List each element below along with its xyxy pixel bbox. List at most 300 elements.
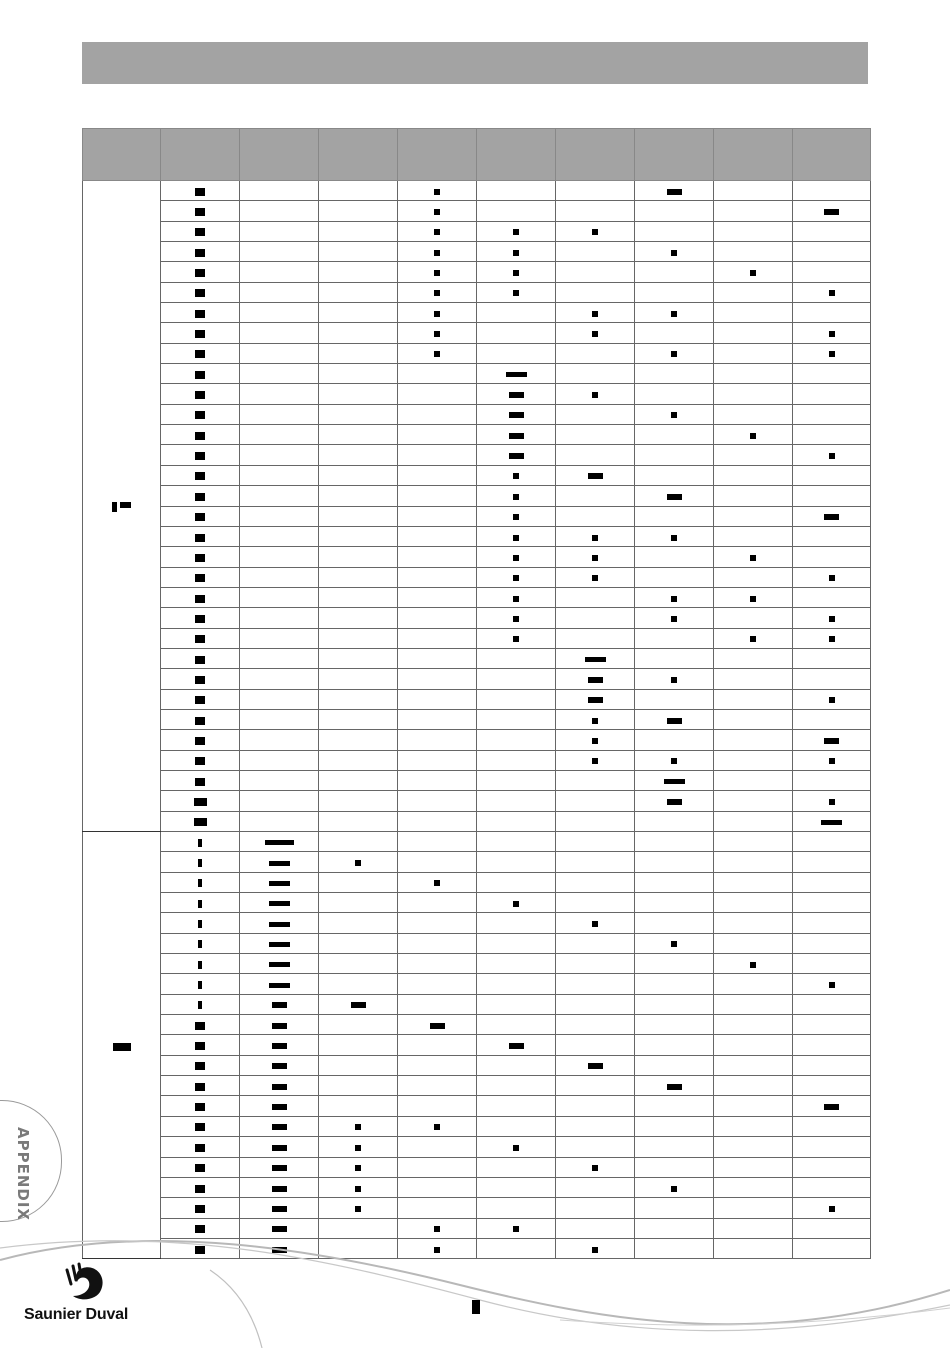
header-cell xyxy=(319,129,398,181)
table-cell xyxy=(556,1116,635,1136)
table-cell xyxy=(793,221,871,241)
cell-mark xyxy=(195,1123,205,1131)
table-cell xyxy=(240,547,319,567)
table-cell xyxy=(477,648,556,668)
table-cell xyxy=(714,181,793,201)
table-cell xyxy=(556,221,635,241)
table-cell xyxy=(319,1076,398,1096)
cell-mark xyxy=(671,758,677,764)
table-body xyxy=(83,181,871,1259)
table-cell xyxy=(161,974,240,994)
table-cell xyxy=(319,791,398,811)
cell-mark xyxy=(592,921,598,927)
cell-mark xyxy=(194,818,207,826)
table-cell xyxy=(398,181,477,201)
cell-mark xyxy=(195,574,205,582)
table-cell xyxy=(319,750,398,770)
cell-mark xyxy=(272,1165,287,1171)
table-cell xyxy=(635,1096,714,1116)
table-cell xyxy=(477,811,556,831)
cell-mark xyxy=(195,513,205,521)
table-cell xyxy=(635,913,714,933)
table-cell xyxy=(556,404,635,424)
table-cell xyxy=(793,954,871,974)
cell-mark xyxy=(667,1084,682,1090)
table-cell xyxy=(793,323,871,343)
fault-code-table xyxy=(82,128,871,1259)
table-cell xyxy=(714,526,793,546)
table-cell xyxy=(714,1137,793,1157)
table-row xyxy=(83,832,871,852)
table-cell xyxy=(556,872,635,892)
table-cell xyxy=(161,404,240,424)
table-cell xyxy=(556,547,635,567)
table-cell xyxy=(714,303,793,323)
cell-mark xyxy=(592,535,598,541)
table-cell xyxy=(635,465,714,485)
table-cell xyxy=(319,384,398,404)
cell-mark xyxy=(195,350,205,358)
table-cell xyxy=(714,465,793,485)
table-cell xyxy=(793,770,871,790)
cell-mark xyxy=(195,411,205,419)
table-cell xyxy=(556,832,635,852)
table-cell xyxy=(714,1015,793,1035)
cell-mark xyxy=(195,1042,205,1050)
table-cell xyxy=(793,1116,871,1136)
table-cell xyxy=(161,303,240,323)
table-cell xyxy=(714,791,793,811)
cell-mark xyxy=(509,412,524,418)
cell-mark xyxy=(513,596,519,602)
cell-mark xyxy=(195,737,205,745)
table-cell xyxy=(635,689,714,709)
table-cell xyxy=(477,384,556,404)
table-row xyxy=(83,242,871,262)
header-cell xyxy=(161,129,240,181)
table-cell xyxy=(714,648,793,668)
table-cell xyxy=(635,1076,714,1096)
table-row xyxy=(83,1137,871,1157)
cell-mark xyxy=(824,209,839,215)
cell-mark xyxy=(671,311,677,317)
table-cell xyxy=(556,1076,635,1096)
table-cell xyxy=(319,852,398,872)
table-cell xyxy=(319,648,398,668)
table-cell xyxy=(793,933,871,953)
table-row xyxy=(83,770,871,790)
table-cell xyxy=(635,608,714,628)
table-cell xyxy=(714,587,793,607)
table-cell xyxy=(477,770,556,790)
table-row xyxy=(83,628,871,648)
cell-mark xyxy=(198,900,202,908)
cell-mark xyxy=(195,208,205,216)
cell-mark xyxy=(355,860,361,866)
cell-mark xyxy=(272,1063,287,1069)
table-cell xyxy=(556,242,635,262)
table-row xyxy=(83,954,871,974)
cell-mark xyxy=(269,901,290,906)
table-cell xyxy=(556,811,635,831)
table-cell xyxy=(793,384,871,404)
table-cell xyxy=(398,872,477,892)
table-cell xyxy=(477,506,556,526)
cell-mark xyxy=(198,859,202,867)
table-cell xyxy=(477,669,556,689)
table-cell xyxy=(477,1157,556,1177)
table-cell xyxy=(793,994,871,1014)
table-cell xyxy=(161,628,240,648)
table-cell xyxy=(161,343,240,363)
table-cell xyxy=(398,242,477,262)
table-cell xyxy=(319,669,398,689)
table-cell xyxy=(398,1177,477,1197)
table-cell xyxy=(240,852,319,872)
table-cell xyxy=(556,709,635,729)
table-cell xyxy=(714,425,793,445)
table-row xyxy=(83,994,871,1014)
cell-mark xyxy=(434,290,440,296)
table-cell xyxy=(635,974,714,994)
table-row xyxy=(83,465,871,485)
table-cell xyxy=(635,486,714,506)
table-cell xyxy=(635,425,714,445)
table-cell xyxy=(161,1096,240,1116)
table-cell xyxy=(556,608,635,628)
table-cell xyxy=(635,567,714,587)
table-cell xyxy=(793,343,871,363)
table-cell xyxy=(398,303,477,323)
table-cell xyxy=(635,669,714,689)
table-row xyxy=(83,648,871,668)
table-cell xyxy=(319,547,398,567)
table-cell xyxy=(161,994,240,1014)
table-cell xyxy=(398,1035,477,1055)
group-cell xyxy=(83,181,161,832)
table-row xyxy=(83,1055,871,1075)
table-cell xyxy=(477,221,556,241)
table-cell xyxy=(161,323,240,343)
table-cell xyxy=(556,1137,635,1157)
table-cell xyxy=(714,933,793,953)
cell-mark xyxy=(355,1124,361,1130)
cell-mark xyxy=(195,1062,205,1070)
group-marker xyxy=(112,497,131,516)
table-cell xyxy=(714,954,793,974)
table-cell xyxy=(556,750,635,770)
table-cell xyxy=(477,1177,556,1197)
table-cell xyxy=(319,994,398,1014)
table-cell xyxy=(240,730,319,750)
table-row xyxy=(83,872,871,892)
table-cell xyxy=(556,974,635,994)
table-cell xyxy=(793,893,871,913)
table-cell xyxy=(161,1015,240,1035)
table-cell xyxy=(714,343,793,363)
table-cell xyxy=(635,404,714,424)
cell-mark xyxy=(671,412,677,418)
cell-mark xyxy=(269,922,290,927)
table-cell xyxy=(398,1116,477,1136)
table-cell xyxy=(635,893,714,913)
cell-mark xyxy=(671,351,677,357)
table-cell xyxy=(240,181,319,201)
table-cell xyxy=(398,1076,477,1096)
table-cell xyxy=(240,669,319,689)
table-cell xyxy=(161,547,240,567)
table-cell xyxy=(319,221,398,241)
table-row xyxy=(83,262,871,282)
cell-mark xyxy=(592,331,598,337)
table-cell xyxy=(793,913,871,933)
table-cell xyxy=(714,709,793,729)
appendix-label: APPENDIX xyxy=(14,1127,32,1221)
table-cell xyxy=(635,933,714,953)
cell-mark xyxy=(272,1084,287,1090)
table-cell xyxy=(556,1035,635,1055)
table-cell xyxy=(398,791,477,811)
table-cell xyxy=(793,1096,871,1116)
table-cell xyxy=(161,954,240,974)
table-cell xyxy=(793,628,871,648)
table-cell xyxy=(793,872,871,892)
table-cell xyxy=(240,811,319,831)
table-cell xyxy=(714,770,793,790)
table-cell xyxy=(556,1055,635,1075)
table-cell xyxy=(161,384,240,404)
table-cell xyxy=(240,750,319,770)
table-cell xyxy=(477,791,556,811)
table-cell xyxy=(556,669,635,689)
cell-mark xyxy=(509,433,524,439)
cell-mark xyxy=(592,1165,598,1171)
cell-mark xyxy=(750,962,756,968)
table-cell xyxy=(793,465,871,485)
cell-mark xyxy=(829,453,835,459)
cell-mark xyxy=(355,1186,361,1192)
table-cell xyxy=(714,262,793,282)
table-cell xyxy=(161,262,240,282)
table-cell xyxy=(635,1137,714,1157)
table-cell xyxy=(793,669,871,689)
table-row xyxy=(83,404,871,424)
table-cell xyxy=(556,201,635,221)
table-row xyxy=(83,1177,871,1197)
table-cell xyxy=(635,852,714,872)
table-cell xyxy=(477,465,556,485)
table-cell xyxy=(477,282,556,302)
table-cell xyxy=(635,791,714,811)
cell-mark xyxy=(592,229,598,235)
table-cell xyxy=(240,608,319,628)
table-cell xyxy=(556,181,635,201)
cell-mark xyxy=(195,289,205,297)
cell-mark xyxy=(195,452,205,460)
table-cell xyxy=(714,486,793,506)
table-cell xyxy=(398,933,477,953)
table-cell xyxy=(635,750,714,770)
table-cell xyxy=(398,567,477,587)
table-cell xyxy=(161,648,240,668)
table-cell xyxy=(793,1035,871,1055)
cell-mark xyxy=(272,1186,287,1192)
table-cell xyxy=(477,181,556,201)
cell-mark xyxy=(434,351,440,357)
table-cell xyxy=(477,526,556,546)
cell-mark xyxy=(195,228,205,236)
cell-mark xyxy=(592,718,598,724)
table-cell xyxy=(398,445,477,465)
cell-mark xyxy=(195,493,205,501)
table-cell xyxy=(635,1157,714,1177)
table-cell xyxy=(793,587,871,607)
table-cell xyxy=(161,587,240,607)
cell-mark xyxy=(829,799,835,805)
cell-mark xyxy=(195,534,205,542)
table-cell xyxy=(556,770,635,790)
table-cell xyxy=(398,974,477,994)
table-cell xyxy=(793,526,871,546)
table-cell xyxy=(319,1157,398,1177)
table-row xyxy=(83,221,871,241)
table-cell xyxy=(319,201,398,221)
cell-mark xyxy=(269,861,290,866)
cell-mark xyxy=(667,494,682,500)
table-cell xyxy=(477,974,556,994)
table-cell xyxy=(240,587,319,607)
cell-mark xyxy=(269,983,290,988)
table-cell xyxy=(635,1177,714,1197)
table-row xyxy=(83,709,871,729)
table-cell xyxy=(714,364,793,384)
table-cell xyxy=(240,445,319,465)
table-row xyxy=(83,587,871,607)
table-cell xyxy=(556,343,635,363)
table-cell xyxy=(793,974,871,994)
cell-mark xyxy=(509,453,524,459)
table-cell xyxy=(161,242,240,262)
table-cell xyxy=(556,1177,635,1197)
header-cell xyxy=(83,129,161,181)
cell-mark xyxy=(355,1206,361,1212)
table-cell xyxy=(635,181,714,201)
cell-mark xyxy=(195,595,205,603)
table-cell xyxy=(635,221,714,241)
table-row xyxy=(83,384,871,404)
table-cell xyxy=(240,343,319,363)
cell-mark xyxy=(198,1001,202,1009)
table-cell xyxy=(161,181,240,201)
table-cell xyxy=(793,486,871,506)
table-cell xyxy=(240,242,319,262)
cell-mark xyxy=(195,371,205,379)
cell-mark xyxy=(592,555,598,561)
table-cell xyxy=(793,811,871,831)
table-cell xyxy=(240,364,319,384)
table-cell xyxy=(556,852,635,872)
cell-mark xyxy=(829,982,835,988)
table-cell xyxy=(793,730,871,750)
table-cell xyxy=(793,547,871,567)
cell-mark xyxy=(434,209,440,215)
table-cell xyxy=(161,364,240,384)
table-cell xyxy=(398,201,477,221)
table-cell xyxy=(793,750,871,770)
table-cell xyxy=(161,506,240,526)
table-cell xyxy=(793,648,871,668)
table-cell xyxy=(793,364,871,384)
table-cell xyxy=(398,282,477,302)
table-cell xyxy=(319,567,398,587)
cell-mark xyxy=(195,778,205,786)
table-cell xyxy=(161,811,240,831)
table-cell xyxy=(793,852,871,872)
cell-mark xyxy=(671,677,677,683)
table-cell xyxy=(319,1116,398,1136)
swan-logo-icon xyxy=(57,1262,109,1304)
table-cell xyxy=(793,1177,871,1197)
table-cell xyxy=(319,608,398,628)
table-cell xyxy=(635,1055,714,1075)
table-cell xyxy=(398,262,477,282)
cell-mark xyxy=(506,372,527,377)
cell-mark xyxy=(434,1124,440,1130)
cell-mark xyxy=(195,757,205,765)
table-cell xyxy=(240,1096,319,1116)
table-cell xyxy=(319,465,398,485)
table-cell xyxy=(398,526,477,546)
cell-mark xyxy=(430,1023,445,1029)
table-cell xyxy=(319,486,398,506)
cell-mark xyxy=(671,941,677,947)
table-cell xyxy=(635,587,714,607)
cell-mark xyxy=(434,189,440,195)
table-row xyxy=(83,567,871,587)
table-cell xyxy=(240,262,319,282)
table-cell xyxy=(793,1137,871,1157)
table-cell xyxy=(635,303,714,323)
cell-mark xyxy=(513,1145,519,1151)
cell-mark xyxy=(824,514,839,520)
table-cell xyxy=(635,994,714,1014)
cell-mark xyxy=(195,1022,205,1030)
table-row xyxy=(83,933,871,953)
table-cell xyxy=(240,486,319,506)
cell-mark xyxy=(821,820,842,825)
table-row xyxy=(83,689,871,709)
cell-mark xyxy=(513,250,519,256)
table-row xyxy=(83,1076,871,1096)
table-row xyxy=(83,486,871,506)
table-row xyxy=(83,893,871,913)
table-row xyxy=(83,1015,871,1035)
table-cell xyxy=(793,445,871,465)
table-cell xyxy=(793,282,871,302)
table-cell xyxy=(398,954,477,974)
table-cell xyxy=(793,242,871,262)
table-cell xyxy=(240,384,319,404)
table-cell xyxy=(240,872,319,892)
table-cell xyxy=(793,1198,871,1218)
table-cell xyxy=(398,1157,477,1177)
table-cell xyxy=(556,1157,635,1177)
table-row xyxy=(83,364,871,384)
cell-mark xyxy=(434,331,440,337)
table-cell xyxy=(398,465,477,485)
table-cell xyxy=(161,1198,240,1218)
table-cell xyxy=(714,689,793,709)
